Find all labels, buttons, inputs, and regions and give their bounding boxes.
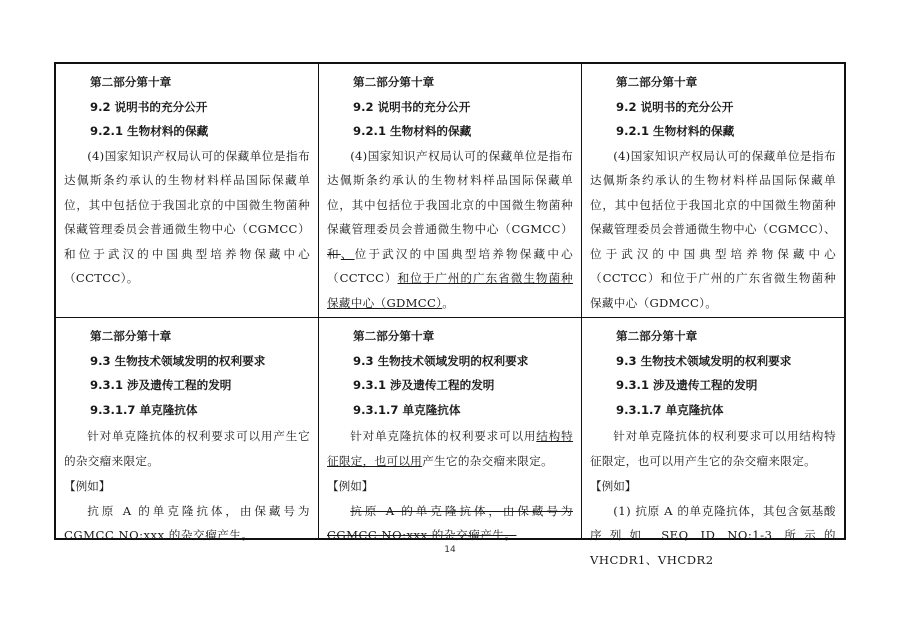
section-heading: 9.3 生物技术领域发明的权利要求 (353, 353, 529, 368)
table-cell-r2-original (56, 318, 319, 542)
page-number: 14 (444, 545, 456, 555)
unchanged-text: (4)国家知识产权局认可的保藏单位是指布达佩斯条约承认的生物材料样品国际保藏单位，其中包括位于我国北京的中国微生物菌种保藏管理委员会普通微生物中心（CGMCC） (327, 148, 573, 236)
section-heading: 9.3 生物技术领域发明的权利要求 (616, 353, 792, 368)
subsection-heading: 9.3.1 涉及遗传工程的发明 (353, 378, 495, 392)
example-label: 【例如】 (327, 479, 374, 493)
section-heading: 9.2 说明书的充分公开 (90, 99, 208, 114)
unchanged-text: 位于武汉的中国典型培养物保藏中心（CCTCC） (327, 246, 573, 285)
section-heading: 9.3 生物技术领域发明的权利要求 (90, 353, 266, 368)
unchanged-text: 。 (442, 295, 455, 310)
example-label: 【例如】 (64, 479, 111, 493)
subsection-heading: 9.2.1 生物材料的保藏 (353, 124, 472, 138)
example-text: (1) 抗原 A 的单克隆抗体，其包含氨基酸序列如 SEQ ID NO:1-3 所示的 VHCDR1、VHCDR2 (590, 503, 836, 567)
chapter-heading: 第二部分第十章 (90, 75, 172, 89)
table-cell-r1-revised (582, 64, 844, 318)
section-heading: 9.2 说明书的充分公开 (353, 99, 471, 114)
paragraph: (4)国家知识产权局认可的保藏单位是指布达佩斯条约承认的生物材料样品国际保藏单位，其中包括位于我国北京的中国微生物菌种保藏管理委员会普通微生物中心（CGMCC）和位于武汉的中国典型培养物保藏中心（CCTCC）。 (64, 148, 310, 285)
table-cell-r1-revision (319, 64, 582, 318)
inserted-text: 和位于广州的广东省微生物菌种保藏中心（GDMCC） (327, 271, 573, 310)
chapter-heading: 第二部分第十章 (616, 329, 698, 343)
subsection-heading: 9.2.1 生物材料的保藏 (90, 124, 209, 138)
example-text: 抗原 A 的单克隆抗体，由保藏号为 CGMCC NO:xxx 的杂交瘤产生。 (64, 503, 310, 542)
section-heading: 9.2 说明书的充分公开 (616, 99, 734, 114)
subsection-heading: 9.3.1 涉及遗传工程的发明 (90, 378, 232, 392)
unchanged-text: 产生它的杂交瘤来限定。 (422, 454, 553, 468)
subsubsection-heading: 9.3.1.7 单克隆抗体 (616, 402, 724, 417)
chapter-heading: 第二部分第十章 (353, 329, 435, 343)
subsection-heading: 9.3.1 涉及遗传工程的发明 (616, 378, 758, 392)
paragraph: (4)国家知识产权局认可的保藏单位是指布达佩斯条约承认的生物材料样品国际保藏单位，其中包括位于我国北京的中国微生物菌种保藏管理委员会普通微生物中心（CGMCC）、位于武汉的中国典型培养物保藏中心（CCTCC）和位于广州的广东省微生物菌种保藏中心（GDMCC）。 (590, 148, 836, 310)
paragraph: 针对单克隆抗体的权利要求可以用产生它的杂交瘤来限定。 (64, 429, 310, 468)
table-cell-r2-revision (319, 318, 582, 542)
subsubsection-heading: 9.3.1.7 单克隆抗体 (90, 402, 198, 417)
subsection-heading: 9.2.1 生物材料的保藏 (616, 124, 735, 138)
paragraph (327, 144, 573, 316)
unchanged-text: 针对单克隆抗体的权利要求可以用 (350, 429, 537, 443)
deleted-text: 和 (327, 246, 341, 261)
inserted-text: 结构特征限定，也可以用 (327, 429, 573, 468)
paragraph: 针对单克隆抗体的权利要求可以用结构特征限定，也可以用产生它的杂交瘤来限定。 (590, 429, 836, 468)
chapter-heading: 第二部分第十章 (353, 75, 435, 89)
deleted-example-text: 抗原 A 的单克隆抗体，由保藏号为 CGMCC NO:xxx 的杂交瘤产生。 (327, 503, 573, 542)
chapter-heading: 第二部分第十章 (90, 329, 172, 343)
subsubsection-heading: 9.3.1.7 单克隆抗体 (353, 402, 461, 417)
paragraph (327, 424, 573, 474)
table-cell-r1-original (56, 64, 319, 318)
inserted-text: 、 (340, 246, 355, 261)
example-label: 【例如】 (590, 479, 637, 493)
table-cell-r2-revised (582, 318, 844, 567)
chapter-heading: 第二部分第十章 (616, 75, 698, 89)
